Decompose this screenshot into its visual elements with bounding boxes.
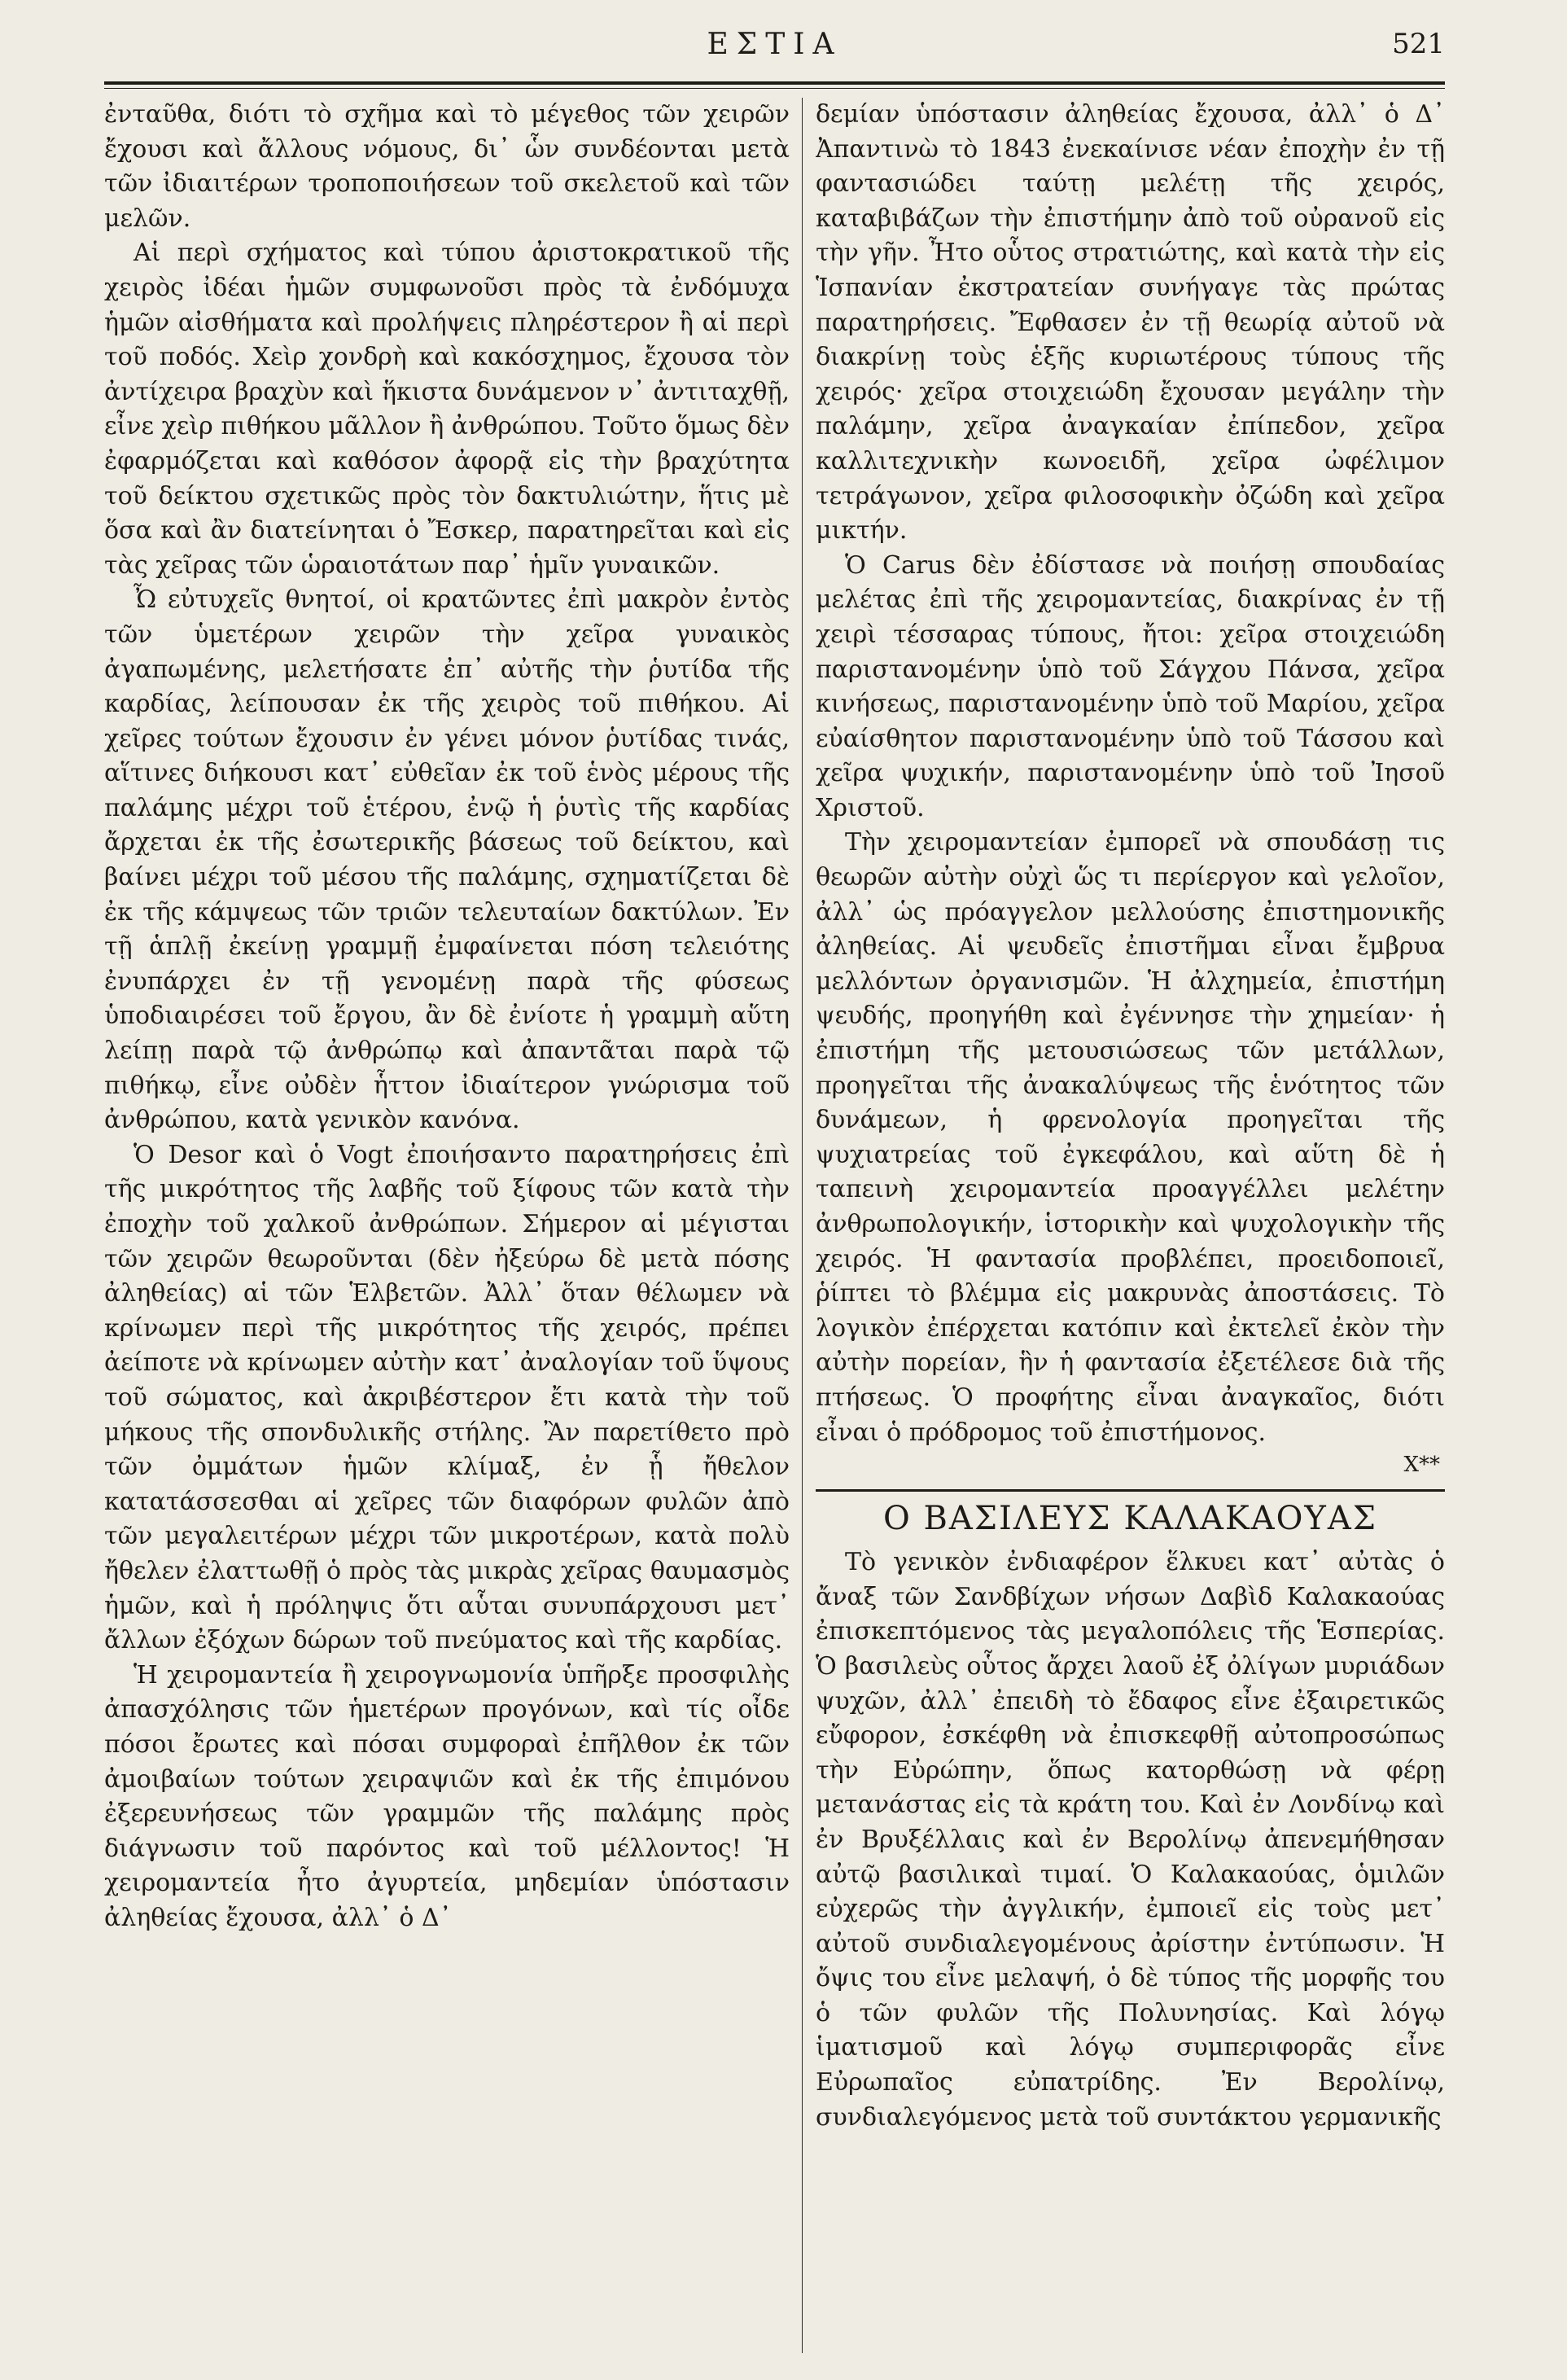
page-number: 521	[1392, 28, 1445, 60]
right-column	[816, 98, 1445, 2361]
paragraph: δεμίαν ὑπόστασιν ἀληθείας ἔχουσα, ἀλλ᾽ ὁ Δ᾽ Ἀπαντινὼ τὸ 1843 ἐνεκαίνισε νέαν ἐποχὴν ἐν τῇ φαντασιώδει ταύτῃ μελέτῃ τῆς χειρός, καταβιβάζων τὴν ἐπιστήμην ἀπὸ τοῦ οὐρανοῦ εἰς τὴν γῆν. Ἦτο οὗτος στρατιώτης, καὶ κατὰ τὴν εἰς Ἱσπανίαν ἐκστρατείαν συνήγαγε τὰς πρώτας παρατηρήσεις. Ἔφθασεν ἐν τῇ θεωρίᾳ αὐτοῦ νὰ διακρίνῃ τοὺς ἑξῆς κυριωτέρους τύπους τῆς χειρός· χεῖρα στοιχειώδη ἔχουσαν μεγάλην τὴν παλάμην, χεῖρα ἀναγκαίαν ἐπίπεδον, χεῖρα καλλιτεχνικὴν κωνοειδῆ, χεῖρα ὠφέλιμον τετράγωνον, χεῖρα φιλοσοφικὴν ὀζώδη καὶ χεῖρα μικτήν.	[816, 100, 1445, 546]
journal-title: ΕΣΤΙΑ	[707, 28, 843, 61]
paragraph: Τὸ γενικὸν ἐνδιαφέρον ἕλκυει κατ᾽ αὐτὰς ὁ ἄναξ τῶν Σανδβίχων νήσων Δαβὶδ Καλακαούας ἐπισκεπτόμενος τὰς μεγαλοπόλεις τῆς Ἑσπερίας. Ὁ βασιλεὺς οὗτος ἄρχει λαοῦ ἐξ ὀλίγων μυριάδων ψυχῶν, ἀλλ᾽ ἐπειδὴ τὸ ἔδαφος εἶνε ἐξαιρετικῶς εὔφορον, ἐσκέφθη νὰ ἐπισκεφθῇ αὐτοπροσώπως τὴν Εὐρώπην, ὅπως κατορθώσῃ νὰ φέρῃ μετανάστας εἰς τὰ κράτη του. Καὶ ἐν Λονδίνῳ καὶ ἐν Βρυξέλλαις καὶ ἐν Βερολίνῳ ἀπενεμήθησαν αὐτῷ βασιλικαὶ τιμαί. Ὁ Καλακαούας, ὁμιλῶν εὐχερῶς τὴν ἀγγλικήν, ἐμποιεῖ εἰς τοὺς μετ᾽ αὐτοῦ συνδιαλεγομένους ἀρίστην ἐντύπωσιν. Ἡ ὄψις του εἶνε μελαψή, ὁ δὲ τύπος τῆς μορφῆς του ὁ τῶν φυλῶν τῆς Πολυνησίας. Καὶ λόγῳ ἱματισμοῦ καὶ λόγῳ συμπεριφορᾶς εἶνε Εὐρωπαῖος εὐπατρίδης. Ἐν Βερολίνῳ, συνδιαλεγόμενος μετὰ τοῦ συντάκτου γερμανικῆς	[816, 1548, 1445, 2132]
paragraph: Ὁ Desor καὶ ὁ Vogt ἐποιήσαντο παρατηρήσεις ἐπὶ τῆς μικρότητος τῆς λαβῆς τοῦ ξίφους τῶν κατὰ τὴν ἐποχὴν τοῦ χαλκοῦ ἀνθρώπων. Σήμερον αἱ μέγισται τῶν χειρῶν θεωροῦνται (δὲν ἠξεύρω δὲ μετὰ πόσης ἀληθείας) αἱ τῶν Ἑλβετῶν. Ἀλλ᾽ ὅταν θέλωμεν νὰ κρίνωμεν περὶ τῆς μικρότητος τῆς χειρός, πρέπει ἀείποτε νὰ κρίνωμεν αὐτὴν κατ᾽ ἀναλογίαν τοῦ ὕψους τοῦ σώματος, καὶ ἀκριβέστερον ἔτι κατὰ τὴν τοῦ μήκους τῆς σπονδυλικῆς στήλης. Ἂν παρετίθετο πρὸ τῶν ὀμμάτων ἡμῶν κλίμαξ, ἐν ᾗ ἤθελον κατατάσσεσθαι αἱ χεῖρες τῶν διαφόρων φυλῶν ἀπὸ τῶν μεγαλειτέρων μέχρι τῶν μικροτέρων, κατὰ πολὺ ἤθελεν ἐλαττωθῇ ὁ πρὸς τὰς μικρὰς χεῖρας θαυμασμὸς ἡμῶν, καὶ ἡ πρόληψις ὅτι αὗται συνυπάρχουσι μετ᾽ ἄλλων ἐξόχων δώρων τοῦ πνεύματος καὶ τῆς καρδίας.	[104, 1140, 790, 1655]
header-rule-thin	[104, 88, 1445, 89]
paragraph: ἐνταῦθα, διότι τὸ σχῆμα καὶ τὸ μέγεθος τῶν χειρῶν ἔχουσι καὶ ἄλλους νόμους, δι᾽ ὧν συνδέονται μετὰ τῶν ἰδιαιτέρων τροποποιήσεων τοῦ σκελετοῦ καὶ τῶν μελῶν.	[104, 100, 790, 233]
author-signature: X**	[1403, 1453, 1440, 1478]
section-divider	[816, 1489, 1445, 1492]
paragraph: Ὦ εὐτυχεῖς θνητοί, οἱ κρατῶντες ἐπὶ μακρὸν ἐντὸς τῶν ὑμετέρων χειρῶν τὴν χεῖρα γυναικὸς ἀγαπωμένης, μελετήσατε ἐπ᾽ αὐτῆς τὴν ῥυτίδα τῆς καρδίας, λείπουσαν ἐκ τῆς χειρὸς τοῦ πιθήκου. Αἱ χεῖρες τούτων ἔχουσιν ἐν γένει μόνον ῥυτίδας τινάς, αἵτινες διήκουσι κατ᾽ εὐθεῖαν ἐκ τοῦ ἑνὸς μέρους τῆς παλάμης μέχρι τοῦ ἑτέρου, ἐνῷ ἡ ῥυτὶς τῆς καρδίας ἄρχεται ἐκ τῆς ἐσωτερικῆς βάσεως τοῦ δείκτου, καὶ βαίνει μέχρι τοῦ μέσου τῆς παλάμης, σχηματίζεται δὲ ἐκ τῆς κάμψεως τῶν τριῶν τελευταίων δακτύλων. Ἐν τῇ ἁπλῇ ἐκείνῃ γραμμῇ ἐμφαίνεται πόση τελειότης ἐνυπάρχει ἐν τῇ γενομένῃ παρὰ τῆς φύσεως ὑποδιαιρέσει τοῦ ἔργου, ἂν δὲ ἐνίοτε ἡ γραμμὴ αὕτη λείπῃ παρὰ τῷ ἀνθρώπῳ καὶ ἀπαντᾶται παρὰ τῷ πιθήκῳ, εἶνε οὐδὲν ἧττον ἰδιαίτερον γνώρισμα τοῦ ἀνθρώπου, κατὰ γενικὸν κανόνα.	[104, 585, 790, 1135]
running-head	[104, 28, 1445, 68]
article-title: Ο ΒΑΣΙΛΕΥΣ ΚΑΛΑΚΑΟΥΑΣ	[882, 1500, 1378, 1538]
left-column	[104, 98, 790, 2361]
paragraph: Ὁ Carus δὲν ἐδίστασε νὰ ποιήσῃ σπουδαίας μελέτας ἐπὶ τῆς χειρομαντείας, διακρίνας ἐν τῇ χειρὶ τέσσαρας τύπους, ἤτοι: χεῖρα στοιχειώδη παριστανομένην ὑπὸ τοῦ Σάγχου Πάνσα, χεῖρα κινήσεως, παριστανομένην ὑπὸ τοῦ Μαρίου, χεῖρα εὐαίσθητον παριστανομένην ὑπὸ τοῦ Τάσσου καὶ χεῖρα ψυχικήν, παριστανομένην ὑπὸ τοῦ Ἰησοῦ Χριστοῦ.	[816, 550, 1445, 822]
paragraph: Ἡ χειρομαντεία ἢ χειρογνωμονία ὑπῆρξε προσφιλὴς ἀπασχόλησις τῶν ἡμετέρων προγόνων, καὶ τίς οἶδε πόσοι ἔρωτες καὶ πόσαι συμφοραὶ ἐπῆλθον ἐκ τῶν ἀμοιβαίων τούτων χειραψιῶν καὶ ἐκ τῆς ἐπιμόνου ἐξερευνήσεως τῶν γραμμῶν τῆς παλάμης πρὸς διάγνωσιν τοῦ παρόντος καὶ τοῦ μέλλοντος! Ἡ χειρομαντεία ἦτο ἀγυρτεία, μηδεμίαν ὑπόστασιν ἀληθείας ἔχουσα, ἀλλ᾽ ὁ Δ᾽	[104, 1660, 790, 1932]
header-rule	[104, 81, 1445, 85]
paragraph: Τὴν χειρομαντείαν ἐμπορεῖ νὰ σπουδάσῃ τις θεωρῶν αὐτὴν οὐχὶ ὥς τι περίεργον καὶ γελοῖον, ἀλλ᾽ ὡς πρόαγγελον μελλούσης ἐπιστημονικῆς ἀληθείας. Αἱ ψευδεῖς ἐπιστῆμαι εἶναι ἔμβρυα μελλόντων ὀργανισμῶν. Ἡ ἀλχημεία, ἐπιστήμη ψευδής, προηγήθη καὶ ἐγέννησε τὴν χημείαν· ἡ ἐπιστήμη τῆς μετουσιώσεως τῶν μετάλλων, προηγεῖται τῆς ἀνακαλύψεως τῆς ἑνότητος τῶν δυνάμεων, ἡ φρενολογία προηγεῖται τῆς ψυχιατρείας τοῦ ἐγκεφάλου, καὶ αὕτη δὲ ἡ ταπεινὴ χειρομαντεία προαγγέλλει μελέτην ἀνθρωπολογικήν, ἱστορικὴν καὶ ψυχολογικὴν τῆς χειρός. Ἡ φαντασία προβλέπει, προειδοποιεῖ, ῥίπτει τὸ βλέμμα εἰς μακρυνὰς ἀποστάσεις. Τὸ λογικὸν ἐπέρχεται κατόπιν καὶ ἐκτελεῖ ἐκὸν τὴν αὐτὴν πορείαν, ἣν ἡ φαντασία ἐξετέλεσε διὰ τῆς πτήσεως. Ὁ προφήτης εἶναι ἀναγκαῖος, διότι εἶναι ὁ πρόδρομος τοῦ ἐπιστήμονος.	[816, 828, 1445, 1447]
paragraph: Αἱ περὶ σχήματος καὶ τύπου ἀριστοκρατικοῦ τῆς χειρὸς ἰδέαι ἡμῶν συμφωνοῦσι πρὸς τὰ ἐνδόμυχα ἡμῶν αἰσθήματα καὶ προλήψεις πληρέστερον ἢ αἱ περὶ τοῦ ποδός. Χεὶρ χονδρὴ καὶ κακόσχημος, ἔχουσα τὸν ἀντίχειρα βραχὺν καὶ ἥκιστα δυνάμενον ν᾽ ἀντιταχθῇ, εἶνε χεὶρ πιθήκου μᾶλλον ἢ ἀνθρώπου. Τοῦτο ὅμως δὲν ἐφαρμόζεται καὶ καθόσον ἀφορᾷ εἰς τὴν βραχύτητα τοῦ δείκτου σχετικῶς πρὸς τὸν δακτυλιώτην, ἥτις μὲ ὅσα καὶ ἂν διατείνηται ὁ Ἔσκερ, παρατηρεῖται καὶ εἰς τὰς χεῖρας τῶν ὡραιοτάτων παρ᾽ ἡμῖν γυναικῶν.	[104, 239, 790, 580]
column-divider	[802, 98, 803, 2353]
